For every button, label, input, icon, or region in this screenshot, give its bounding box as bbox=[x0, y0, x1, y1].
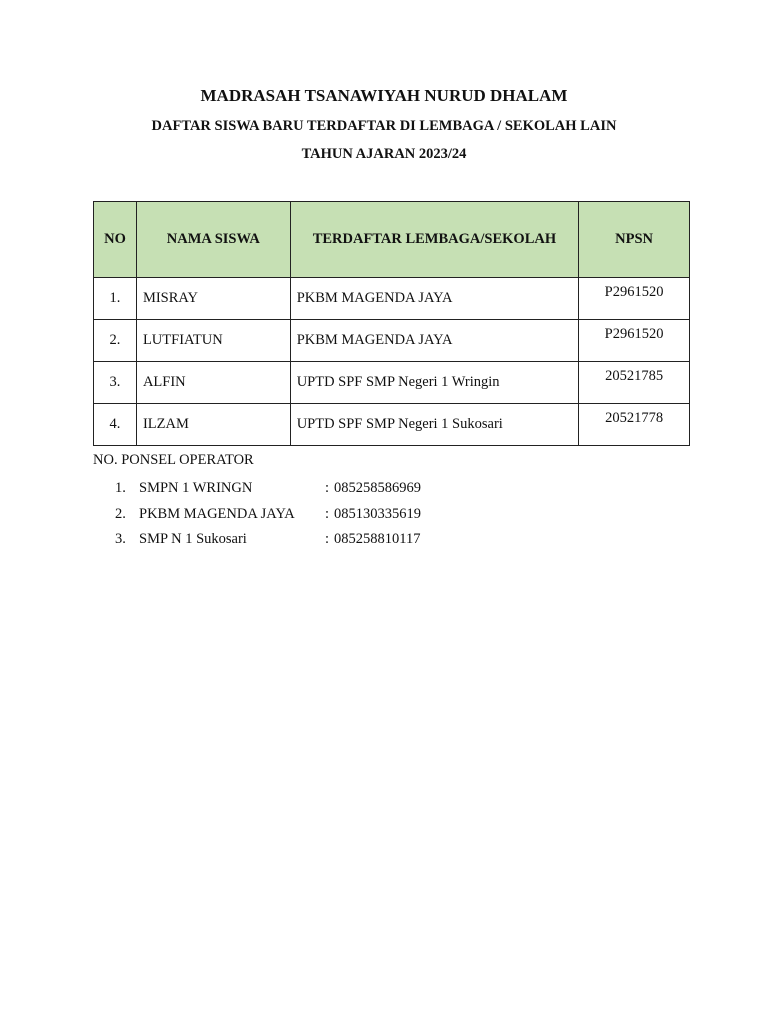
column-header-no: NO bbox=[94, 202, 137, 278]
cell-no: 4. bbox=[94, 404, 137, 446]
cell-npsn: P2961520 bbox=[579, 320, 690, 362]
cell-no: 2. bbox=[94, 320, 137, 362]
list-item-school: PKBM MAGENDA JAYA bbox=[139, 505, 295, 522]
cell-npsn: 20521785 bbox=[579, 362, 690, 404]
column-header-institution: TERDAFTAR LEMBAGA/SEKOLAH bbox=[290, 202, 578, 278]
list-item bbox=[93, 506, 493, 532]
list-item bbox=[93, 480, 493, 506]
list-item-number: 1. bbox=[115, 480, 126, 496]
cell-npsn: 20521778 bbox=[579, 404, 690, 446]
student-table bbox=[93, 201, 690, 446]
table-header-row bbox=[94, 202, 690, 278]
list-item-phone: 085258810117 bbox=[334, 531, 421, 547]
list-item-school: SMP N 1 Sukosari bbox=[139, 531, 247, 547]
list-item-number: 2. bbox=[115, 505, 126, 522]
table-row bbox=[94, 320, 690, 362]
list-item-number: 3. bbox=[115, 531, 126, 547]
cell-institution: PKBM MAGENDA JAYA bbox=[290, 278, 578, 320]
cell-name: LUTFIATUN bbox=[136, 320, 290, 362]
cell-institution: UPTD SPF SMP Negeri 1 Sukosari bbox=[290, 404, 578, 446]
table-row bbox=[94, 278, 690, 320]
cell-institution: PKBM MAGENDA JAYA bbox=[290, 320, 578, 362]
cell-name: ILZAM bbox=[136, 404, 290, 446]
list-item-separator: : bbox=[325, 480, 330, 496]
table-row bbox=[94, 362, 690, 404]
cell-npsn: P2961520 bbox=[579, 278, 690, 320]
list-item-separator: : bbox=[325, 505, 330, 522]
cell-no: 3. bbox=[94, 362, 137, 404]
list-item-phone: 085130335619 bbox=[334, 505, 421, 522]
cell-name: MISRAY bbox=[136, 278, 290, 320]
cell-no: 1. bbox=[94, 278, 137, 320]
list-item bbox=[93, 531, 493, 557]
document-subtitle: DAFTAR SISWA BARU TERDAFTAR DI LEMBAGA / SEKOLAH LAIN bbox=[151, 118, 617, 134]
list-item-phone: 085258586969 bbox=[334, 480, 421, 496]
table-row bbox=[94, 404, 690, 446]
document-title: MADRASAH TSANAWIYAH NURUD DHALAM bbox=[200, 86, 568, 105]
cell-name: ALFIN bbox=[136, 362, 290, 404]
cell-institution: UPTD SPF SMP Negeri 1 Wringin bbox=[290, 362, 578, 404]
list-item-separator: : bbox=[325, 531, 330, 547]
column-header-npsn: NPSN bbox=[579, 202, 690, 278]
operator-contact-list bbox=[93, 480, 493, 557]
column-header-name: NAMA SISWA bbox=[136, 202, 290, 278]
contacts-heading: NO. PONSEL OPERATOR bbox=[93, 452, 254, 468]
academic-year: TAHUN AJARAN 2023/24 bbox=[301, 146, 467, 162]
list-item-school: SMPN 1 WRINGN bbox=[139, 480, 253, 496]
